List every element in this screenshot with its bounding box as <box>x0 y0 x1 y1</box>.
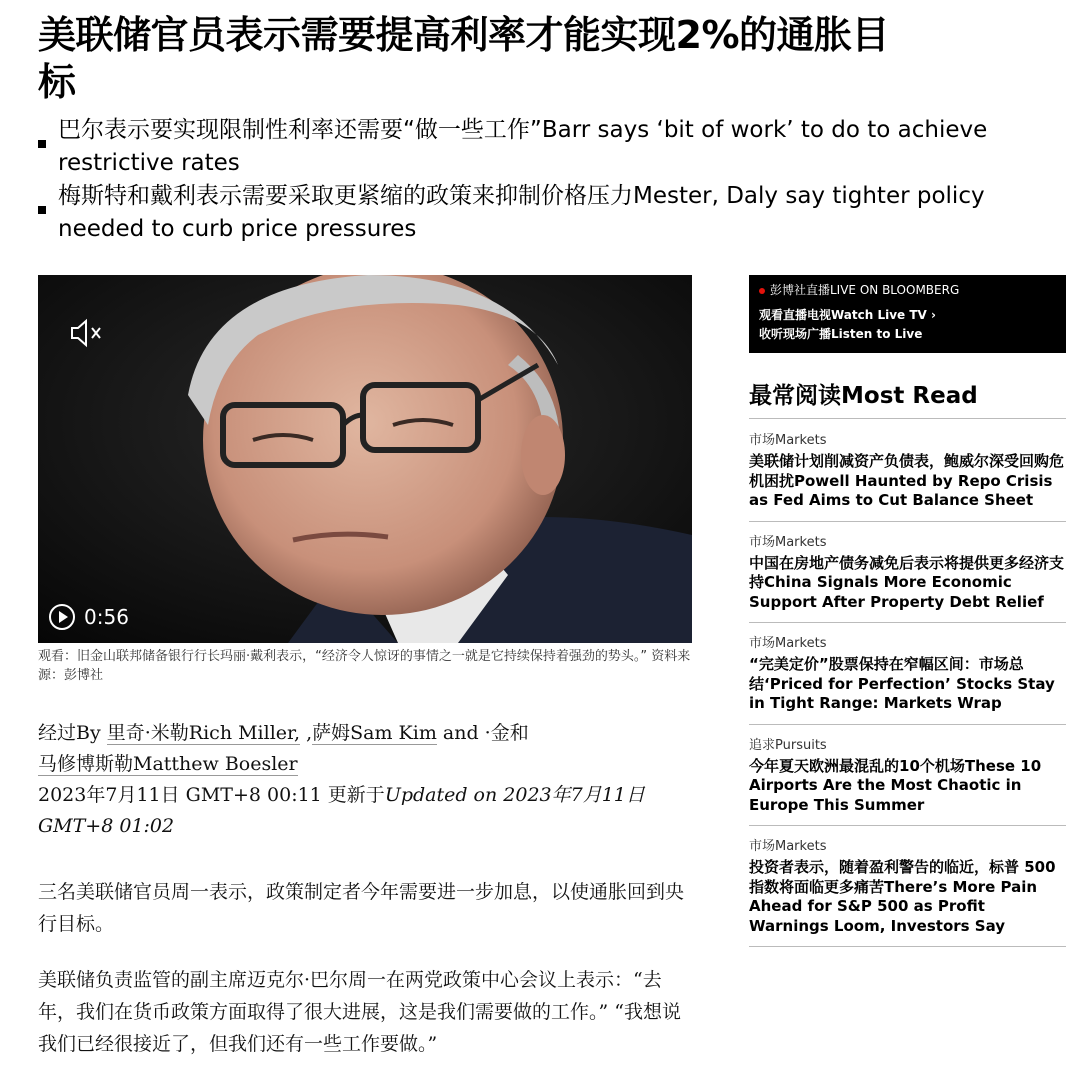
summary-bullet <box>38 114 1058 180</box>
chevron-right-icon: › <box>931 308 936 322</box>
article-paragraph: 美联储负责监管的副主席迈克尔·巴尔周一在两党政策中心会议上表示：“去年，我们在货币政策方面取得了很大进展，这是我们需要做的工作。” “我想说我们已经很接近了，但我们还有一些工作要做。” <box>38 969 681 1055</box>
byline <box>38 718 698 842</box>
byline-and: and ·金和 <box>436 722 529 744</box>
mute-button[interactable] <box>68 317 108 349</box>
author-link-sam-kim[interactable]: 萨姆Sam Kim <box>312 722 437 744</box>
live-dot-icon <box>759 288 765 294</box>
most-read-list <box>749 432 1066 959</box>
video-thumbnail-image <box>38 275 692 643</box>
most-read-title[interactable]: 今年夏天欧洲最混乱的10个机场These 10 Airports Are the Most Chaotic in Europe This Summer <box>749 756 1042 814</box>
live-tv-widget <box>749 275 1066 353</box>
most-read-item[interactable] <box>749 635 1066 725</box>
live-label: 彭博社直播LIVE ON BLOOMBERG <box>770 283 960 297</box>
most-read-item[interactable] <box>749 737 1066 827</box>
most-read-category: 市场Markets <box>749 433 827 448</box>
play-button[interactable] <box>48 603 129 631</box>
most-read-category: 市场Markets <box>749 839 827 854</box>
most-read-title[interactable]: 中国在房地产债务减免后表示将提供更多经济支持China Signals More Economic Support After Property Debt Relief <box>749 553 1065 611</box>
speaker-muted-icon <box>68 317 108 349</box>
summary-bullet-text: 巴尔表示要实现限制性利率还需要“做一些工作”Barr says ‘bit of work’ to do to achieve restrictive rates <box>58 117 988 176</box>
most-read-title[interactable]: “完美定价”股票保持在窄幅区间：市场总结‘Priced for Perfection’ Stocks Stay in Tight Range: Markets Wrap <box>749 655 1055 712</box>
updated-date: Updated on 2023年7月11日 GMT+8 01:02 <box>38 784 645 837</box>
video-caption: 观看：旧金山联邦储备银行行长玛丽·戴利表示，“经济令人惊讶的事情之一就是它持续保持着强劲的势头。” 资料来源：彭博社 <box>38 649 691 683</box>
summary-bullets <box>38 114 1058 246</box>
most-read-heading: 最常阅读Most Read <box>749 380 1066 419</box>
article-paragraph: 三名美联储官员周一表示，政策制定者今年需要进一步加息，以使通胀回到央行目标。 <box>38 881 685 935</box>
most-read-item[interactable] <box>749 432 1066 522</box>
watch-live-tv-label: 观看直播电视Watch Live TV <box>759 308 927 322</box>
video-duration: 0:56 <box>84 605 129 629</box>
most-read-category: 追求Pursuits <box>749 737 827 753</box>
publish-date: 2023年7月11日 GMT+8 00:11 更新于 <box>38 784 385 806</box>
most-read-title[interactable]: 美联储计划削减资产负债表，鲍威尔深受回购危机困扰Powell Haunted by Repo Crisis as Fed Aims to Cut Balance Sheet <box>749 452 1065 509</box>
most-read-category: 市场Markets <box>749 636 827 651</box>
byline-separator: , <box>300 722 313 744</box>
summary-bullet <box>38 180 1058 246</box>
listen-live-link[interactable]: 收听现场广播Listen to Live <box>759 327 923 341</box>
most-read-item[interactable] <box>749 838 1066 947</box>
most-read-item[interactable] <box>749 534 1066 624</box>
byline-prefix: 经过By <box>38 722 101 744</box>
author-link-rich-miller[interactable]: 里奇·米勒Rich Miller, <box>106 722 301 744</box>
watch-live-tv-link[interactable] <box>759 307 1056 323</box>
video-player[interactable] <box>38 275 692 643</box>
most-read-category: 市场Markets <box>749 534 827 550</box>
most-read-title[interactable]: 投资者表示，随着盈利警告的临近，标普 500 指数将面临更多痛苦There’s More Pain Ahead for S&P 500 as Profit Warnings Loom, Investors Say <box>749 858 1056 935</box>
summary-bullet-text: 梅斯特和戴利表示需要采取更紧缩的政策来抑制价格压力Mester, Daly say tighter policy needed to curb price pressures <box>58 183 985 242</box>
bullet-square-icon <box>38 140 46 148</box>
author-link-matthew-boesler[interactable]: 马修博斯勒Matthew Boesler <box>38 753 298 775</box>
play-icon <box>48 603 76 631</box>
bullet-square-icon <box>38 206 46 214</box>
article-headline: 美联储官员表示需要提高利率才能实现2%的通胀目标 <box>38 13 890 104</box>
